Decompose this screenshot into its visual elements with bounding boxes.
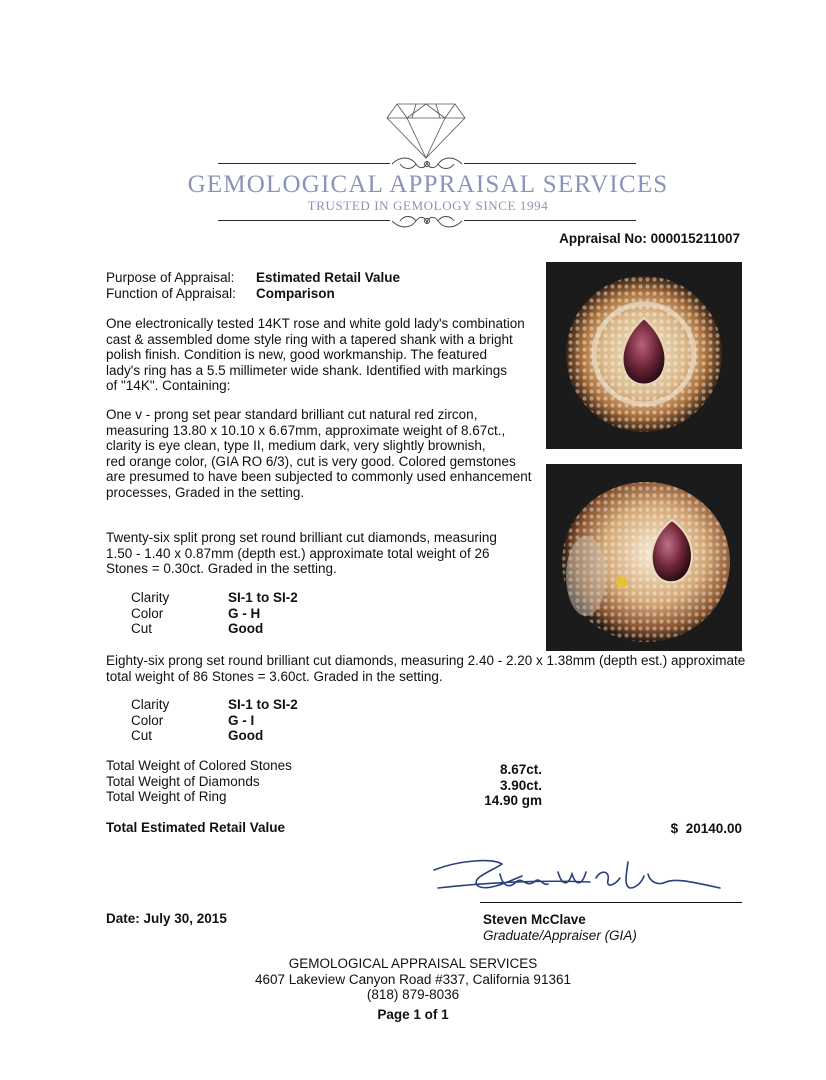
function-label: Function of Appraisal: — [106, 286, 236, 301]
zircon-line: clarity is eye clean, type II, medium dark, very slightly brownish, — [106, 438, 486, 453]
grade-value: G - I — [228, 712, 255, 728]
currency-symbol: $ — [670, 821, 679, 836]
signature-line — [480, 902, 742, 903]
grade-row-cut — [131, 728, 298, 744]
footer — [0, 956, 826, 1022]
footer-address: 4607 Lakeview Canyon Road #337, California 91361 — [255, 971, 571, 987]
grade-label: Clarity — [131, 590, 170, 605]
totals-values — [484, 762, 542, 809]
description-line: polish finish. Condition is new, good workmanship. The featured — [106, 347, 487, 362]
zircon-line: One v - prong set pear standard brilliant cut natural red zircon, — [106, 407, 478, 422]
grade-label: Color — [131, 605, 164, 621]
retail-value — [671, 821, 742, 837]
diamonds-2-line: total weight of 86 Stones = 3.60ct. Graded in the setting. — [106, 668, 443, 684]
grade-row-clarity — [131, 590, 298, 606]
retail-value-label: Total Estimated Retail Value — [106, 820, 286, 835]
header-rule-right-bottom — [464, 220, 636, 221]
grade-value: Good — [228, 728, 264, 743]
diamond-logo-icon — [385, 100, 467, 160]
grade-row-cut — [131, 621, 298, 637]
appraisal-date: Date: July 30, 2015 — [106, 911, 227, 926]
grade-row-color — [131, 606, 298, 622]
total-colored-stones-value: 8.67ct. — [499, 762, 542, 777]
footer-company: GEMOLOGICAL APPRAISAL SERVICES — [288, 956, 538, 971]
function-row — [106, 286, 335, 302]
ring-description — [106, 316, 536, 394]
page-number: Page 1 of 1 — [377, 1006, 449, 1022]
flourish-ornament-bottom — [388, 211, 466, 231]
description-line: of "14K". Containing: — [106, 378, 231, 393]
grade-label: Clarity — [131, 697, 170, 712]
company-tagline: TRUSTED IN GEMOLOGY SINCE 1994 — [307, 198, 549, 213]
ring-photo-top — [546, 262, 742, 449]
diamonds-2-line: Eighty-six prong set round brilliant cut diamonds, measuring 2.40 - 2.20 x 1.38mm (depth est.) approximate — [106, 653, 746, 668]
grade-row-color — [131, 713, 298, 729]
header-rule-left-bottom — [218, 220, 390, 221]
header-rule-left-top — [218, 163, 390, 164]
grade-label: Cut — [131, 621, 153, 636]
description-line: lady's ring has a 5.5 millimeter wide shank. Identified with markings — [106, 362, 508, 378]
grade-label: Color — [131, 712, 164, 728]
company-name: GEMOLOGICAL APPRAISAL SERVICES — [187, 171, 669, 198]
grade-value: G - H — [228, 605, 261, 621]
appraiser-signature — [430, 852, 730, 908]
ring-top-view-image — [546, 262, 742, 449]
description-line: One electronically tested 14KT rose and white gold lady's combination — [106, 316, 525, 331]
grade-value: Good — [228, 621, 264, 636]
total-diamonds-label: Total Weight of Diamonds — [106, 773, 260, 789]
description-line: cast & assembled dome style ring with a tapered shank with a bright — [106, 331, 513, 347]
ring-side-view-image — [546, 464, 742, 651]
diamonds-1-line: Stones = 0.30ct. Graded in the setting. — [106, 561, 337, 576]
function-value: Comparison — [256, 286, 335, 301]
zircon-description — [106, 407, 536, 500]
appraisal-number: Appraisal No: 000015211007 — [559, 231, 740, 246]
total-colored-stones-label: Total Weight of Colored Stones — [106, 758, 292, 773]
totals-labels — [106, 758, 292, 805]
diamonds-group-1-description — [106, 530, 536, 577]
zircon-line: red orange color, (GIA RO 6/3), cut is very good. Colored gemstones — [106, 453, 516, 469]
appraiser-title: Graduate/Appraiser (GIA) — [483, 928, 637, 943]
zircon-line: processes, Graded in the setting. — [106, 484, 305, 500]
purpose-label: Purpose of Appraisal: — [106, 270, 235, 285]
total-ring-value: 14.90 gm — [484, 793, 542, 808]
grade-row-clarity — [131, 697, 298, 713]
diamonds-group-2-description — [106, 653, 746, 684]
appraiser-name: Steven McClave — [483, 912, 586, 927]
grade-value: SI-1 to SI-2 — [228, 590, 298, 605]
zircon-line: measuring 13.80 x 10.10 x 6.67mm, approximate weight of 8.67ct., — [106, 422, 506, 438]
header-rule-right-top — [464, 163, 636, 164]
diamonds-2-grades — [131, 697, 298, 744]
purpose-row — [106, 270, 400, 286]
diamonds-1-line: Twenty-six split prong set round brilliant cut diamonds, measuring — [106, 530, 497, 545]
footer-phone: (818) 879-8036 — [366, 987, 460, 1002]
zircon-line: are presumed to have been subjected to commonly used enhancement — [106, 469, 532, 484]
retail-amount: 20140.00 — [685, 821, 742, 836]
total-ring-label: Total Weight of Ring — [106, 789, 227, 804]
diamonds-1-grades — [131, 590, 298, 637]
grade-value: SI-1 to SI-2 — [228, 697, 298, 712]
purpose-value: Estimated Retail Value — [256, 270, 401, 285]
grade-label: Cut — [131, 728, 153, 743]
diamonds-1-line: 1.50 - 1.40 x 0.87mm (depth est.) approximate total weight of 26 — [106, 545, 490, 561]
ring-photo-side — [546, 464, 742, 651]
total-diamonds-value: 3.90ct. — [499, 777, 542, 793]
